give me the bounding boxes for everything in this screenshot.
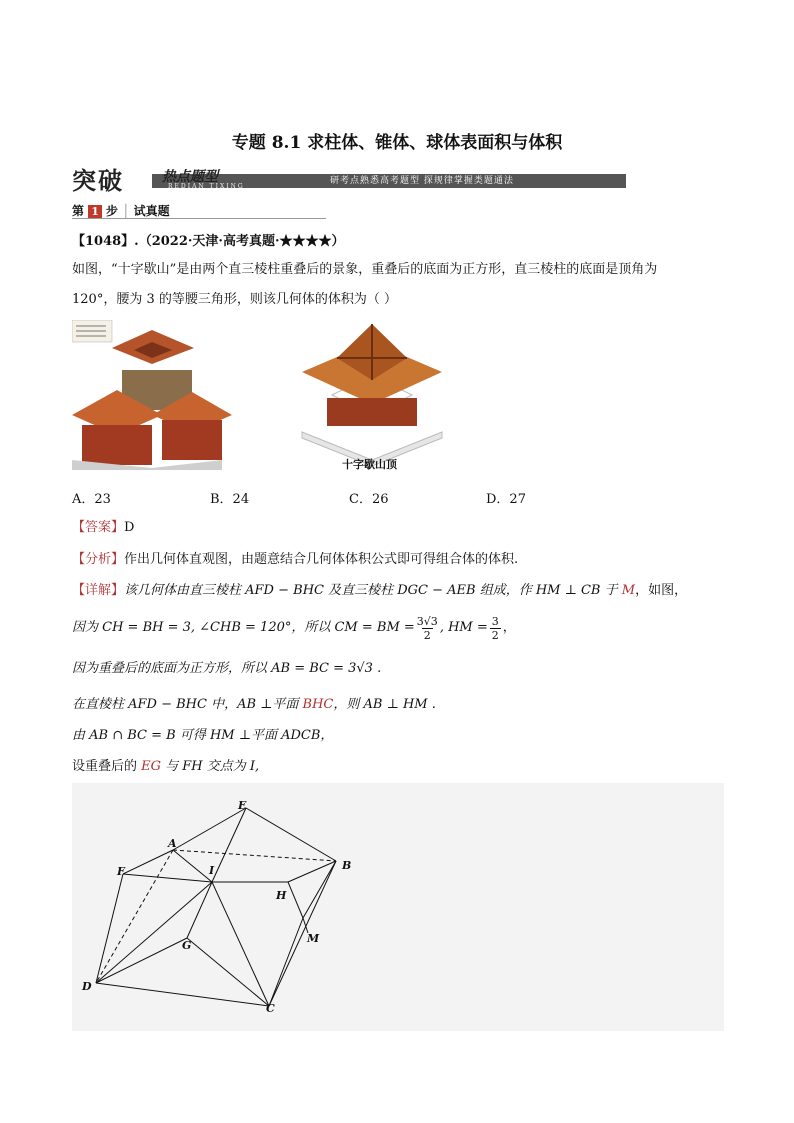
geometry-figure bbox=[72, 783, 724, 1031]
question-head: 【1048】.（2022·天津·高考真题·★★★★） bbox=[72, 234, 345, 249]
label-d: D bbox=[82, 980, 92, 993]
option-c: C．26 bbox=[349, 492, 389, 507]
answer-label: 【答案】 bbox=[72, 520, 125, 535]
detail-line-2: 因为 CH = BH = 3, ∠CHB = 120°，所以 CM = BM = $\frac{3√3}{2}$ , HM = $\frac{3}{2}$ ， bbox=[72, 614, 516, 642]
label-h: H bbox=[276, 889, 287, 902]
analysis-row bbox=[72, 550, 518, 570]
cross-roof-image bbox=[302, 324, 442, 466]
option-a: A．23 bbox=[72, 492, 111, 507]
step-header: 第 1 步 │ 试真题 bbox=[72, 202, 326, 218]
analysis-text: 作出几何体直观图，由题意结合几何体体积公式即可得组合体的体积. bbox=[124, 552, 519, 567]
label-f: F bbox=[117, 865, 125, 878]
banner-right-text: 研考点熟悉高考题型 探规律掌握类题通法 bbox=[330, 176, 514, 186]
banner-sub-text: 热点题型 bbox=[162, 169, 218, 185]
step-label: 试真题 bbox=[133, 204, 170, 218]
option-d: D．27 bbox=[486, 492, 526, 507]
label-c: C bbox=[266, 1002, 275, 1015]
exploded-roof-image bbox=[72, 320, 232, 470]
answer-value: D bbox=[124, 520, 135, 535]
label-a: A bbox=[168, 837, 177, 850]
detail-line-1: 【详解】该几何体由直三棱柱 AFD − BHC 及直三棱柱 DGC − AEB 组成，作 HM ⊥ CB 于 M，如图， bbox=[72, 583, 688, 598]
label-m: M bbox=[307, 932, 320, 945]
detail-line-6: 设重叠后的 EG 与 FH 交点为 I, bbox=[72, 759, 260, 774]
question-line-2: 120°，腰为 3 的等腰三角形，则该几何体的体积为（ ） bbox=[72, 292, 397, 307]
label-b: B bbox=[342, 859, 352, 872]
label-e: E bbox=[238, 799, 247, 812]
detail-line-3: 因为重叠后的底面为正方形，所以 AB = BC = 3√3 . bbox=[72, 661, 382, 676]
image-caption: 十字歇山顶 bbox=[342, 458, 397, 471]
banner-main-text: 突破 bbox=[72, 166, 124, 195]
banner-pinyin: REDIAN TIXING bbox=[168, 183, 245, 190]
option-b: B．24 bbox=[210, 492, 250, 507]
analysis-label: 【分析】 bbox=[72, 552, 125, 567]
page-title: 专题 8.1 求柱体、锥体、球体表面积与体积 bbox=[231, 133, 563, 153]
fraction-hm: $\frac{3}{2}$ bbox=[491, 614, 499, 642]
answer-row bbox=[72, 518, 134, 538]
detail-line-4: 在直棱柱 AFD − BHC 中，AB ⊥平面 BHC，则 AB ⊥ HM . bbox=[72, 697, 436, 712]
step-suffix: 步 bbox=[106, 204, 119, 218]
section-banner bbox=[72, 168, 626, 194]
detail-line-5: 由 AB ∩ BC = B 可得 HM ⊥平面 ADCB， bbox=[72, 728, 334, 743]
architecture-illustrations bbox=[72, 320, 472, 480]
label-g: G bbox=[182, 939, 192, 952]
geometry-figure-box bbox=[72, 783, 724, 1031]
step-prefix: 第 bbox=[72, 204, 85, 218]
label-i: I bbox=[209, 864, 215, 877]
detail-label: 【详解】 bbox=[72, 583, 125, 598]
question-line-1: 如图，“十字歇山”是由两个直三棱柱重叠后的景象，重叠后的底面为正方形，直三棱柱的底面是顶角为 bbox=[72, 262, 658, 277]
fraction-cm: $\frac{3√3}{2}$ bbox=[416, 614, 438, 642]
step-divider bbox=[72, 218, 326, 219]
step-number: 1 bbox=[88, 205, 102, 218]
